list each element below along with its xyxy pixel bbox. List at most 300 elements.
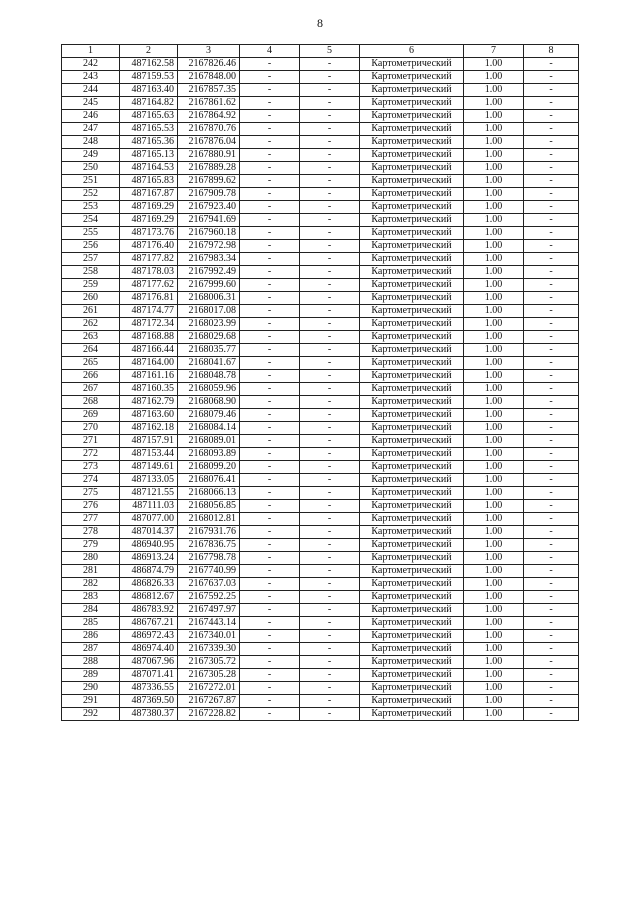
point-number-cell: 266 — [62, 370, 120, 383]
method-cell: Картометрический — [360, 292, 464, 305]
col5-cell: - — [300, 318, 360, 331]
method-cell: Картометрический — [360, 71, 464, 84]
col8-cell: - — [524, 227, 579, 240]
method-cell: Картометрический — [360, 435, 464, 448]
x-coordinate-cell: 487168.88 — [120, 331, 178, 344]
table-row — [62, 708, 579, 721]
accuracy-cell: 1.00 — [464, 578, 524, 591]
column-header: 3 — [178, 45, 240, 58]
col4-cell: - — [240, 292, 300, 305]
col4-cell: - — [240, 201, 300, 214]
col8-cell: - — [524, 591, 579, 604]
table-row — [62, 643, 579, 656]
point-number-cell: 249 — [62, 149, 120, 162]
x-coordinate-cell: 487176.81 — [120, 292, 178, 305]
table-row — [62, 227, 579, 240]
col4-cell: - — [240, 487, 300, 500]
col4-cell: - — [240, 97, 300, 110]
x-coordinate-cell: 487369.50 — [120, 695, 178, 708]
point-number-cell: 250 — [62, 162, 120, 175]
col5-cell: - — [300, 617, 360, 630]
x-coordinate-cell: 487121.55 — [120, 487, 178, 500]
method-cell: Картометрический — [360, 188, 464, 201]
col5-cell: - — [300, 656, 360, 669]
method-cell: Картометрический — [360, 487, 464, 500]
col4-cell: - — [240, 84, 300, 97]
y-coordinate-cell: 2168029.68 — [178, 331, 240, 344]
accuracy-cell: 1.00 — [464, 565, 524, 578]
col4-cell: - — [240, 71, 300, 84]
point-number-cell: 246 — [62, 110, 120, 123]
point-number-cell: 269 — [62, 409, 120, 422]
point-number-cell: 262 — [62, 318, 120, 331]
table-row — [62, 695, 579, 708]
y-coordinate-cell: 2167443.14 — [178, 617, 240, 630]
col5-cell: - — [300, 136, 360, 149]
table-row — [62, 539, 579, 552]
x-coordinate-cell: 487172.34 — [120, 318, 178, 331]
col4-cell: - — [240, 136, 300, 149]
accuracy-cell: 1.00 — [464, 396, 524, 409]
method-cell: Картометрический — [360, 513, 464, 526]
col8-cell: - — [524, 708, 579, 721]
col4-cell: - — [240, 682, 300, 695]
accuracy-cell: 1.00 — [464, 552, 524, 565]
point-number-cell: 282 — [62, 578, 120, 591]
point-number-cell: 270 — [62, 422, 120, 435]
col8-cell: - — [524, 201, 579, 214]
accuracy-cell: 1.00 — [464, 58, 524, 71]
table-row — [62, 188, 579, 201]
x-coordinate-cell: 486783.92 — [120, 604, 178, 617]
table-row — [62, 604, 579, 617]
x-coordinate-cell: 487157.91 — [120, 435, 178, 448]
col8-cell: - — [524, 370, 579, 383]
y-coordinate-cell: 2167857.35 — [178, 84, 240, 97]
method-cell: Картометрический — [360, 227, 464, 240]
x-coordinate-cell: 487071.41 — [120, 669, 178, 682]
col8-cell: - — [524, 318, 579, 331]
x-coordinate-cell: 487160.35 — [120, 383, 178, 396]
col5-cell: - — [300, 175, 360, 188]
point-number-cell: 260 — [62, 292, 120, 305]
col5-cell: - — [300, 474, 360, 487]
x-coordinate-cell: 487163.60 — [120, 409, 178, 422]
col5-cell: - — [300, 331, 360, 344]
method-cell: Картометрический — [360, 383, 464, 396]
table-row — [62, 305, 579, 318]
x-coordinate-cell: 486974.40 — [120, 643, 178, 656]
accuracy-cell: 1.00 — [464, 526, 524, 539]
accuracy-cell: 1.00 — [464, 643, 524, 656]
col4-cell: - — [240, 227, 300, 240]
x-coordinate-cell: 487164.53 — [120, 162, 178, 175]
accuracy-cell: 1.00 — [464, 604, 524, 617]
point-number-cell: 275 — [62, 487, 120, 500]
table-row — [62, 201, 579, 214]
table-row — [62, 240, 579, 253]
table-row — [62, 682, 579, 695]
table-row — [62, 318, 579, 331]
col4-cell: - — [240, 578, 300, 591]
x-coordinate-cell: 486826.33 — [120, 578, 178, 591]
col8-cell: - — [524, 448, 579, 461]
y-coordinate-cell: 2168079.46 — [178, 409, 240, 422]
x-coordinate-cell: 487165.36 — [120, 136, 178, 149]
method-cell: Картометрический — [360, 591, 464, 604]
method-cell: Картометрический — [360, 526, 464, 539]
accuracy-cell: 1.00 — [464, 292, 524, 305]
accuracy-cell: 1.00 — [464, 383, 524, 396]
y-coordinate-cell: 2167826.46 — [178, 58, 240, 71]
y-coordinate-cell: 2167798.78 — [178, 552, 240, 565]
method-cell: Картометрический — [360, 604, 464, 617]
y-coordinate-cell: 2168006.31 — [178, 292, 240, 305]
y-coordinate-cell: 2168076.41 — [178, 474, 240, 487]
col5-cell: - — [300, 448, 360, 461]
accuracy-cell: 1.00 — [464, 331, 524, 344]
point-number-cell: 272 — [62, 448, 120, 461]
col5-cell: - — [300, 552, 360, 565]
x-coordinate-cell: 487166.44 — [120, 344, 178, 357]
col4-cell: - — [240, 305, 300, 318]
point-number-cell: 254 — [62, 214, 120, 227]
point-number-cell: 290 — [62, 682, 120, 695]
col4-cell: - — [240, 162, 300, 175]
col5-cell: - — [300, 279, 360, 292]
col5-cell: - — [300, 383, 360, 396]
accuracy-cell: 1.00 — [464, 682, 524, 695]
col4-cell: - — [240, 695, 300, 708]
point-number-cell: 245 — [62, 97, 120, 110]
col4-cell: - — [240, 253, 300, 266]
table-row — [62, 253, 579, 266]
point-number-cell: 291 — [62, 695, 120, 708]
method-cell: Картометрический — [360, 422, 464, 435]
method-cell: Картометрический — [360, 344, 464, 357]
method-cell: Картометрический — [360, 84, 464, 97]
col8-cell: - — [524, 474, 579, 487]
col8-cell: - — [524, 279, 579, 292]
col4-cell: - — [240, 266, 300, 279]
method-cell: Картометрический — [360, 357, 464, 370]
column-header: 7 — [464, 45, 524, 58]
accuracy-cell: 1.00 — [464, 136, 524, 149]
y-coordinate-cell: 2167972.98 — [178, 240, 240, 253]
point-number-cell: 288 — [62, 656, 120, 669]
point-number-cell: 265 — [62, 357, 120, 370]
col4-cell: - — [240, 214, 300, 227]
accuracy-cell: 1.00 — [464, 513, 524, 526]
x-coordinate-cell: 487167.87 — [120, 188, 178, 201]
y-coordinate-cell: 2167941.69 — [178, 214, 240, 227]
col5-cell: - — [300, 565, 360, 578]
method-cell: Картометрический — [360, 474, 464, 487]
y-coordinate-cell: 2167340.01 — [178, 630, 240, 643]
col4-cell: - — [240, 357, 300, 370]
method-cell: Картометрический — [360, 175, 464, 188]
x-coordinate-cell: 487161.16 — [120, 370, 178, 383]
accuracy-cell: 1.00 — [464, 188, 524, 201]
accuracy-cell: 1.00 — [464, 318, 524, 331]
x-coordinate-cell: 487149.61 — [120, 461, 178, 474]
col4-cell: - — [240, 370, 300, 383]
col5-cell: - — [300, 435, 360, 448]
table-row — [62, 279, 579, 292]
y-coordinate-cell: 2167931.76 — [178, 526, 240, 539]
method-cell: Картометрический — [360, 396, 464, 409]
col8-cell: - — [524, 500, 579, 513]
col4-cell: - — [240, 669, 300, 682]
col8-cell: - — [524, 630, 579, 643]
col8-cell: - — [524, 149, 579, 162]
y-coordinate-cell: 2167992.49 — [178, 266, 240, 279]
col5-cell: - — [300, 591, 360, 604]
method-cell: Картометрический — [360, 253, 464, 266]
accuracy-cell: 1.00 — [464, 84, 524, 97]
table-row — [62, 409, 579, 422]
col5-cell: - — [300, 305, 360, 318]
col8-cell: - — [524, 409, 579, 422]
x-coordinate-cell: 486972.43 — [120, 630, 178, 643]
table-row — [62, 435, 579, 448]
col8-cell: - — [524, 604, 579, 617]
col5-cell: - — [300, 110, 360, 123]
x-coordinate-cell: 487162.79 — [120, 396, 178, 409]
point-number-cell: 264 — [62, 344, 120, 357]
y-coordinate-cell: 2168084.14 — [178, 422, 240, 435]
table-row — [62, 266, 579, 279]
table-row — [62, 136, 579, 149]
column-header: 5 — [300, 45, 360, 58]
accuracy-cell: 1.00 — [464, 123, 524, 136]
col8-cell: - — [524, 266, 579, 279]
method-cell: Картометрический — [360, 630, 464, 643]
table-row — [62, 58, 579, 71]
col5-cell: - — [300, 162, 360, 175]
accuracy-cell: 1.00 — [464, 110, 524, 123]
y-coordinate-cell: 2167983.34 — [178, 253, 240, 266]
x-coordinate-cell: 487162.58 — [120, 58, 178, 71]
table-row — [62, 292, 579, 305]
x-coordinate-cell: 487169.29 — [120, 201, 178, 214]
table-row — [62, 162, 579, 175]
col8-cell: - — [524, 253, 579, 266]
col5-cell: - — [300, 539, 360, 552]
column-header: 2 — [120, 45, 178, 58]
x-coordinate-cell: 487177.62 — [120, 279, 178, 292]
col4-cell: - — [240, 58, 300, 71]
table-row — [62, 565, 579, 578]
col8-cell: - — [524, 461, 579, 474]
table-row — [62, 370, 579, 383]
y-coordinate-cell: 2168093.89 — [178, 448, 240, 461]
col5-cell: - — [300, 266, 360, 279]
y-coordinate-cell: 2167497.97 — [178, 604, 240, 617]
col5-cell: - — [300, 97, 360, 110]
col5-cell: - — [300, 357, 360, 370]
col8-cell: - — [524, 357, 579, 370]
col5-cell: - — [300, 669, 360, 682]
point-number-cell: 276 — [62, 500, 120, 513]
method-cell: Картометрический — [360, 695, 464, 708]
col5-cell: - — [300, 708, 360, 721]
col4-cell: - — [240, 279, 300, 292]
point-number-cell: 242 — [62, 58, 120, 71]
x-coordinate-cell: 486874.79 — [120, 565, 178, 578]
y-coordinate-cell: 2167848.00 — [178, 71, 240, 84]
col4-cell: - — [240, 240, 300, 253]
method-cell: Картометрический — [360, 565, 464, 578]
col4-cell: - — [240, 318, 300, 331]
col5-cell: - — [300, 240, 360, 253]
col4-cell: - — [240, 643, 300, 656]
accuracy-cell: 1.00 — [464, 539, 524, 552]
accuracy-cell: 1.00 — [464, 695, 524, 708]
y-coordinate-cell: 2167999.60 — [178, 279, 240, 292]
col4-cell: - — [240, 500, 300, 513]
y-coordinate-cell: 2167592.25 — [178, 591, 240, 604]
page-number: 8 — [317, 16, 323, 30]
col8-cell: - — [524, 123, 579, 136]
col4-cell: - — [240, 591, 300, 604]
col8-cell: - — [524, 383, 579, 396]
method-cell: Картометрический — [360, 136, 464, 149]
y-coordinate-cell: 2167889.28 — [178, 162, 240, 175]
accuracy-cell: 1.00 — [464, 435, 524, 448]
method-cell: Картометрический — [360, 682, 464, 695]
col8-cell: - — [524, 292, 579, 305]
col5-cell: - — [300, 344, 360, 357]
col8-cell: - — [524, 110, 579, 123]
x-coordinate-cell: 487174.77 — [120, 305, 178, 318]
method-cell: Картометрический — [360, 110, 464, 123]
point-number-cell: 289 — [62, 669, 120, 682]
y-coordinate-cell: 2167864.92 — [178, 110, 240, 123]
x-coordinate-cell: 487336.55 — [120, 682, 178, 695]
point-number-cell: 273 — [62, 461, 120, 474]
accuracy-cell: 1.00 — [464, 227, 524, 240]
accuracy-cell: 1.00 — [464, 669, 524, 682]
point-number-cell: 281 — [62, 565, 120, 578]
table-row — [62, 71, 579, 84]
table-row — [62, 552, 579, 565]
table-row — [62, 123, 579, 136]
col5-cell: - — [300, 253, 360, 266]
col5-cell: - — [300, 370, 360, 383]
col5-cell: - — [300, 227, 360, 240]
y-coordinate-cell: 2168023.99 — [178, 318, 240, 331]
table-row — [62, 656, 579, 669]
accuracy-cell: 1.00 — [464, 422, 524, 435]
method-cell: Картометрический — [360, 214, 464, 227]
x-coordinate-cell: 487169.29 — [120, 214, 178, 227]
x-coordinate-cell: 487162.18 — [120, 422, 178, 435]
col4-cell: - — [240, 565, 300, 578]
accuracy-cell: 1.00 — [464, 71, 524, 84]
col8-cell: - — [524, 435, 579, 448]
method-cell: Картометрический — [360, 708, 464, 721]
table-row — [62, 214, 579, 227]
y-coordinate-cell: 2168048.78 — [178, 370, 240, 383]
col8-cell: - — [524, 396, 579, 409]
x-coordinate-cell: 487077.00 — [120, 513, 178, 526]
accuracy-cell: 1.00 — [464, 201, 524, 214]
col8-cell: - — [524, 175, 579, 188]
col5-cell: - — [300, 58, 360, 71]
x-coordinate-cell: 487165.53 — [120, 123, 178, 136]
point-number-cell: 284 — [62, 604, 120, 617]
table-row — [62, 617, 579, 630]
col8-cell: - — [524, 539, 579, 552]
point-number-cell: 256 — [62, 240, 120, 253]
method-cell: Картометрический — [360, 97, 464, 110]
y-coordinate-cell: 2168017.08 — [178, 305, 240, 318]
x-coordinate-cell: 486767.21 — [120, 617, 178, 630]
table-row — [62, 513, 579, 526]
accuracy-cell: 1.00 — [464, 474, 524, 487]
point-number-cell: 285 — [62, 617, 120, 630]
col5-cell: - — [300, 695, 360, 708]
x-coordinate-cell: 487067.96 — [120, 656, 178, 669]
col8-cell: - — [524, 682, 579, 695]
accuracy-cell: 1.00 — [464, 409, 524, 422]
col8-cell: - — [524, 84, 579, 97]
method-cell: Картометрический — [360, 266, 464, 279]
column-header: 8 — [524, 45, 579, 58]
accuracy-cell: 1.00 — [464, 448, 524, 461]
accuracy-cell: 1.00 — [464, 149, 524, 162]
col5-cell: - — [300, 188, 360, 201]
point-number-cell: 252 — [62, 188, 120, 201]
point-number-cell: 274 — [62, 474, 120, 487]
col4-cell: - — [240, 513, 300, 526]
accuracy-cell: 1.00 — [464, 305, 524, 318]
y-coordinate-cell: 2168041.67 — [178, 357, 240, 370]
col8-cell: - — [524, 331, 579, 344]
col5-cell: - — [300, 461, 360, 474]
table-row — [62, 630, 579, 643]
y-coordinate-cell: 2167870.76 — [178, 123, 240, 136]
col4-cell: - — [240, 526, 300, 539]
col4-cell: - — [240, 461, 300, 474]
x-coordinate-cell: 487153.44 — [120, 448, 178, 461]
method-cell: Картометрический — [360, 552, 464, 565]
point-number-cell: 248 — [62, 136, 120, 149]
point-number-cell: 277 — [62, 513, 120, 526]
col8-cell: - — [524, 552, 579, 565]
y-coordinate-cell: 2167267.87 — [178, 695, 240, 708]
y-coordinate-cell: 2167740.99 — [178, 565, 240, 578]
method-cell: Картометрический — [360, 318, 464, 331]
col5-cell: - — [300, 71, 360, 84]
table-row — [62, 97, 579, 110]
table-row — [62, 448, 579, 461]
point-number-cell: 279 — [62, 539, 120, 552]
point-number-cell: 247 — [62, 123, 120, 136]
y-coordinate-cell: 2168012.81 — [178, 513, 240, 526]
table-row — [62, 149, 579, 162]
col8-cell: - — [524, 162, 579, 175]
point-number-cell: 251 — [62, 175, 120, 188]
col5-cell: - — [300, 487, 360, 500]
accuracy-cell: 1.00 — [464, 656, 524, 669]
x-coordinate-cell: 487164.82 — [120, 97, 178, 110]
col8-cell: - — [524, 422, 579, 435]
col8-cell: - — [524, 695, 579, 708]
y-coordinate-cell: 2168089.01 — [178, 435, 240, 448]
col8-cell: - — [524, 565, 579, 578]
